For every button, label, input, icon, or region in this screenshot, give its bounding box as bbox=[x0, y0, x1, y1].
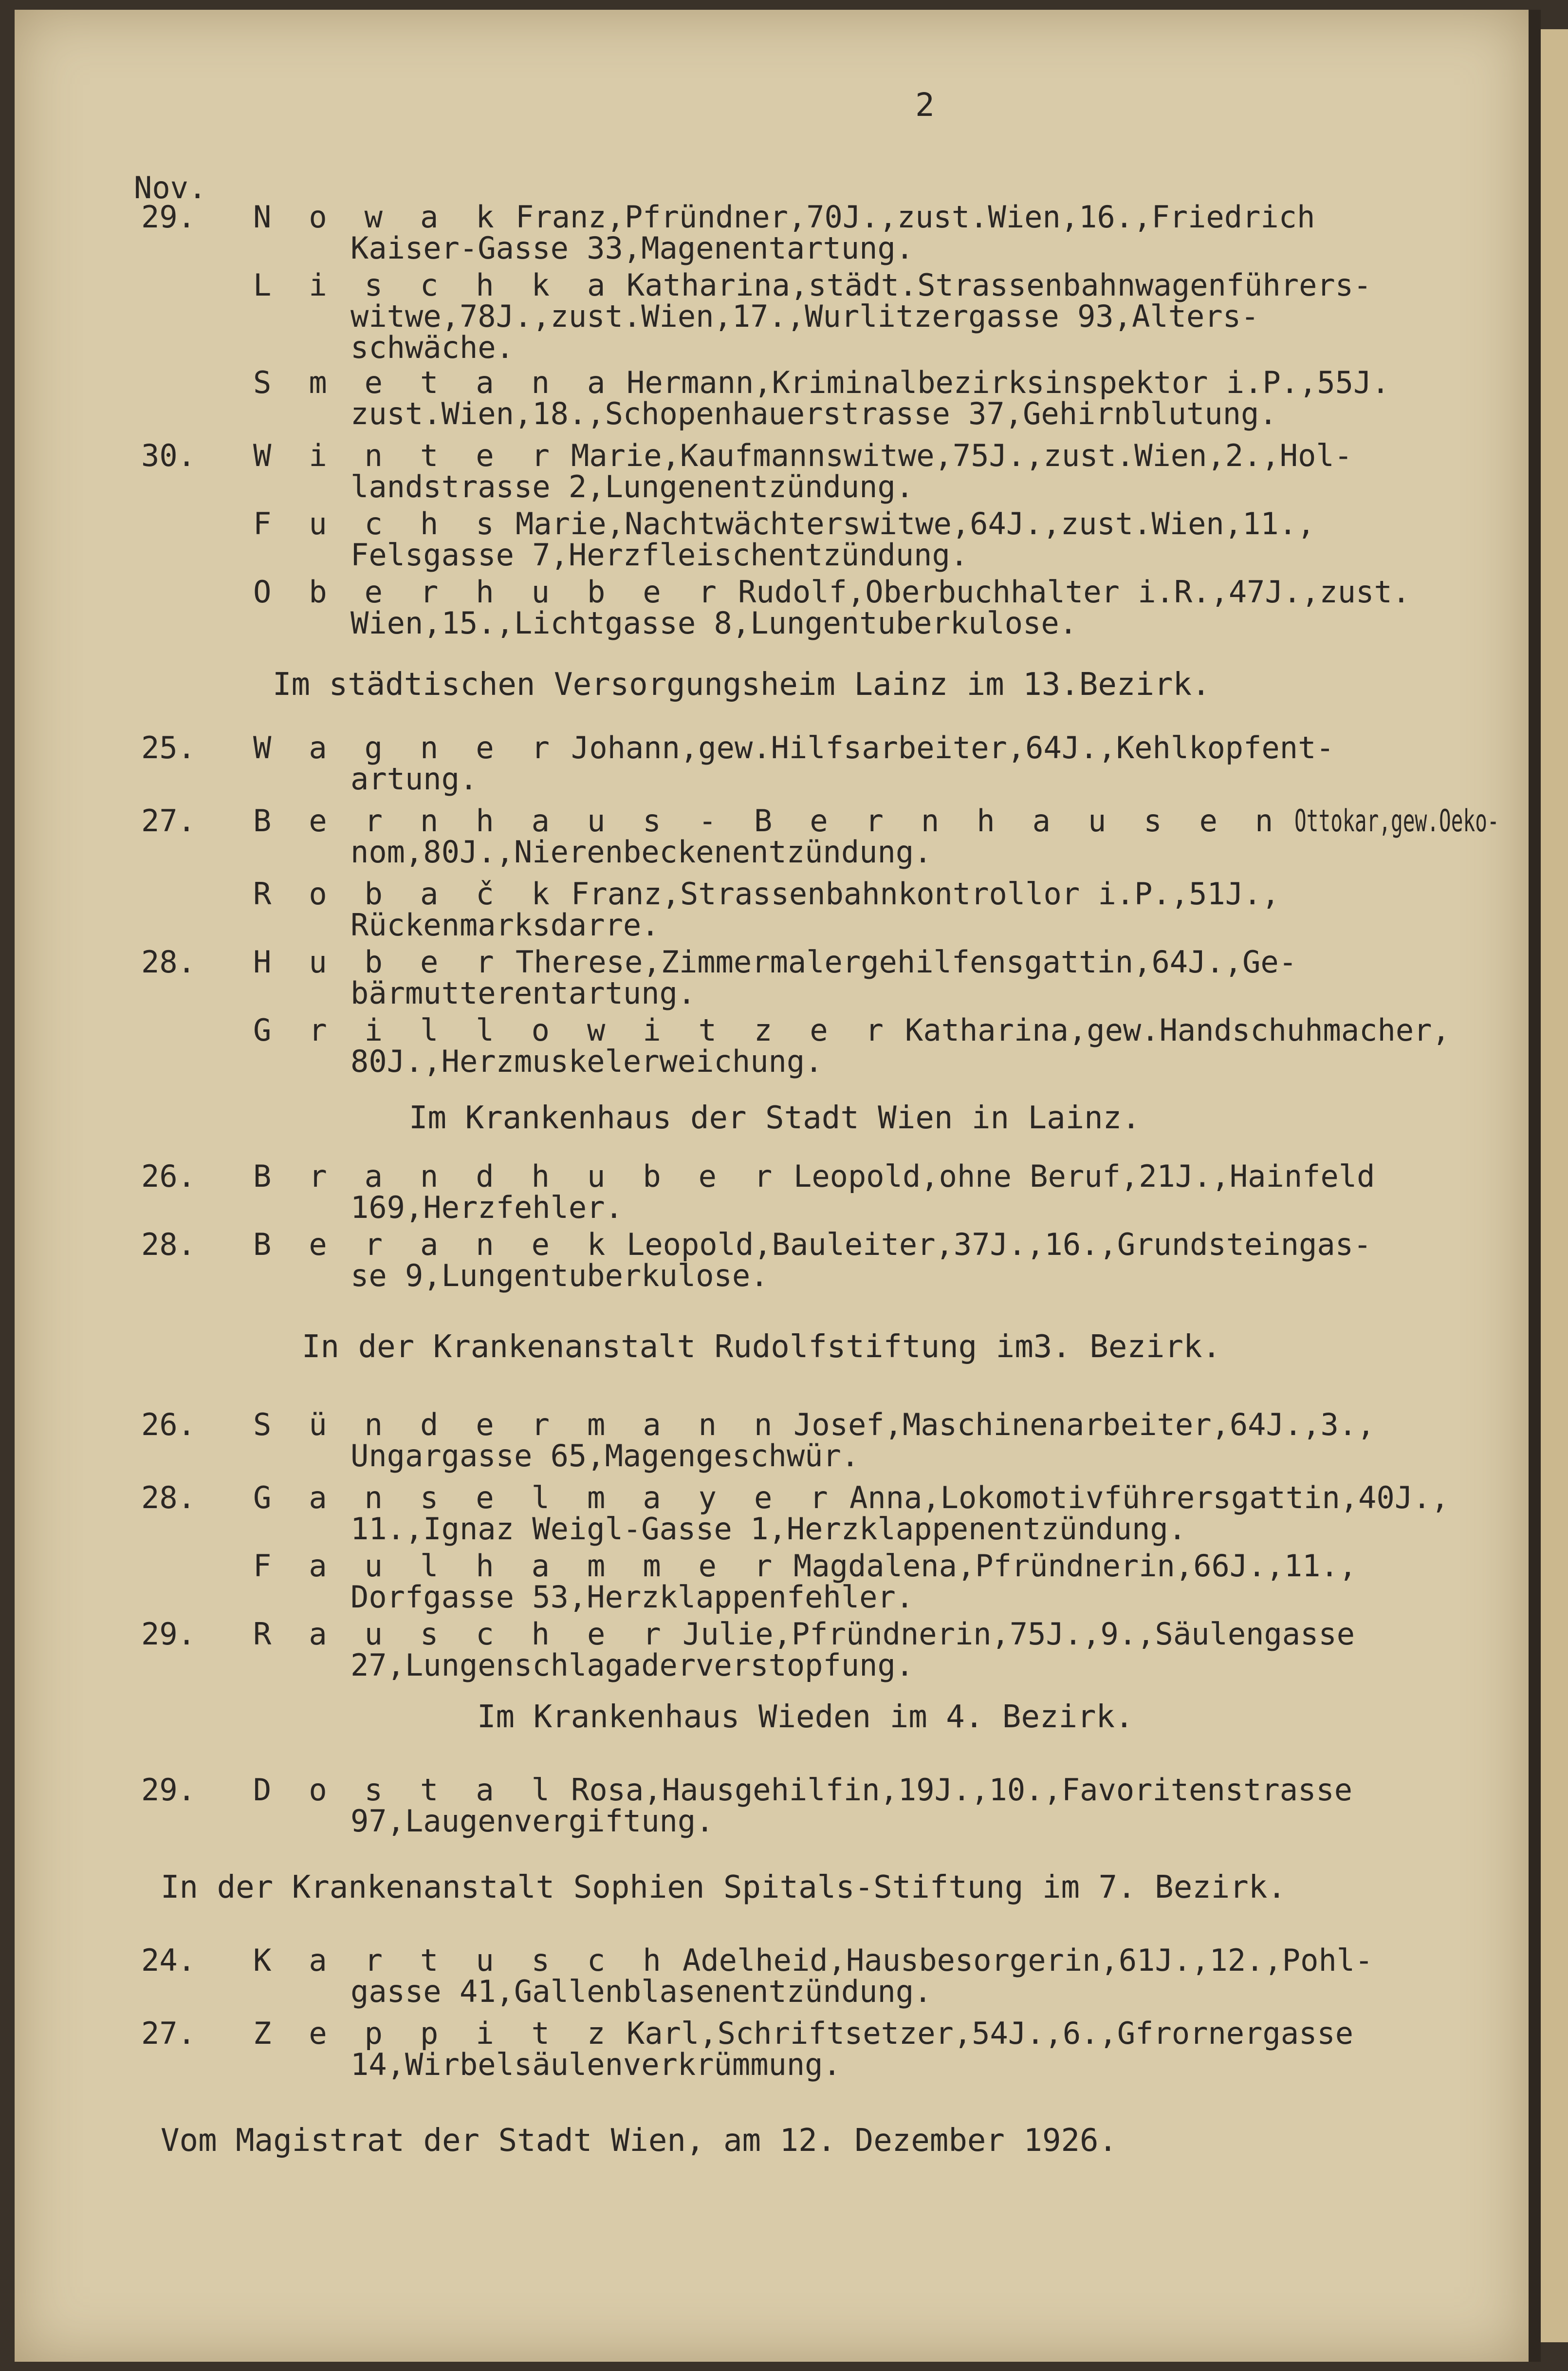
deceased-surname: G r i l l o w i t z e r bbox=[253, 1012, 893, 1048]
entry-details: Magdalena,Pfründnerin,66J.,11., bbox=[793, 1548, 1357, 1584]
entry-details-continued: nom,80J.,Nierenbeckenentzündung. bbox=[350, 834, 932, 870]
deceased-surname: R a u s c h e r bbox=[253, 1616, 671, 1652]
entry-details: Leopold,ohne Beruf,21J.,Hainfeld bbox=[793, 1158, 1375, 1194]
deceased-surname: W i n t e r bbox=[253, 438, 559, 473]
entry-details: Rudolf,Oberbuchhalter i.R.,47J.,zust. bbox=[738, 574, 1411, 610]
entry-date: 28. bbox=[141, 944, 196, 980]
entry-details: Franz,Pfründner,70J.,zust.Wien,16.,Friedrich bbox=[516, 199, 1315, 235]
entry-details-continued: Felsgasse 7,Herzfleischentzündung. bbox=[350, 537, 969, 573]
entry-details-continued: artung. bbox=[350, 761, 478, 797]
entry-details: Franz,Strassenbahnkontrollor i.P.,51J., bbox=[571, 876, 1280, 912]
deceased-surname: Z e p p i t z bbox=[253, 2016, 615, 2051]
entry-date: 27. bbox=[141, 2016, 196, 2051]
institution-heading: In der Krankenanstalt Sophien Spitals-Stiftung im 7. Bezirk. bbox=[161, 1869, 1286, 1905]
entry-details-continued: Dorfgasse 53,Herzklappenfehler. bbox=[350, 1579, 914, 1615]
adjacent-page-edge bbox=[1541, 29, 1568, 2342]
entry-details-continued: zust.Wien,18.,Schopenhauerstrasse 37,Gehirnblutung. bbox=[350, 396, 1277, 431]
entry-date: 29. bbox=[141, 199, 196, 235]
deceased-surname: B r a n d h u b e r bbox=[253, 1158, 782, 1194]
deceased-surname: S ü n d e r m a n n bbox=[253, 1407, 782, 1442]
entry-details-continued: Kaiser-Gasse 33,Magenentartung. bbox=[350, 230, 914, 266]
deceased-surname: R o b a č k bbox=[253, 876, 559, 912]
entry-details-continued: Rückenmarksdarre. bbox=[350, 907, 660, 943]
entry-details: Ottokar,gew.Oeko- bbox=[1294, 803, 1499, 839]
entry-details-continued: 14,Wirbelsäulenverkrümmung. bbox=[350, 2047, 841, 2082]
entry-details-continued: gasse 41,Gallenblasenentzündung. bbox=[350, 1974, 932, 2009]
entry-details: Hermann,Kriminalbezirksinspektor i.P.,55J. bbox=[627, 365, 1390, 400]
entry-details-continued: 80J.,Herzmuskelerweichung. bbox=[350, 1044, 823, 1079]
deceased-surname: O b e r h u b e r bbox=[253, 574, 726, 610]
entry-details: Johann,gew.Hilfsarbeiter,64J.,Kehlkopfent- bbox=[571, 730, 1334, 765]
deceased-surname: G a n s e l m a y e r bbox=[253, 1480, 838, 1515]
institution-heading: Im Krankenhaus der Stadt Wien in Lainz. bbox=[409, 1100, 1141, 1136]
entry-date: 24. bbox=[141, 1942, 196, 1978]
entry-date: 29. bbox=[141, 1616, 196, 1652]
entry-date: 27. bbox=[141, 803, 196, 839]
page-number: 2 bbox=[915, 86, 935, 124]
deceased-surname: S m e t a n a bbox=[253, 365, 615, 400]
entry-details: Josef,Maschinenarbeiter,64J.,3., bbox=[793, 1407, 1375, 1442]
entry-date: 26. bbox=[141, 1407, 196, 1442]
entry-details-continued: se 9,Lungentuberkulose. bbox=[350, 1258, 769, 1293]
entry-details: Leopold,Bauleiter,37J.,16.,Grundsteingas- bbox=[627, 1227, 1372, 1262]
entry-details: Julie,Pfründnerin,75J.,9.,Säulengasse bbox=[683, 1616, 1355, 1652]
entry-details-continued: Wien,15.,Lichtgasse 8,Lungentuberkulose. bbox=[350, 605, 1078, 641]
book-gutter bbox=[1529, 10, 1541, 2362]
deceased-surname: K a r t u s c h bbox=[253, 1942, 671, 1978]
entry-details: Adelheid,Hausbesorgerin,61J.,12.,Pohl- bbox=[683, 1942, 1373, 1978]
entry-date: 28. bbox=[141, 1480, 196, 1515]
entry-details-continued: 169,Herzfehler. bbox=[350, 1190, 623, 1225]
deceased-surname: W a g n e r bbox=[253, 730, 559, 765]
deceased-surname: F u c h s bbox=[253, 506, 504, 541]
deceased-surname: H u b e r bbox=[253, 944, 504, 980]
entry-details: Katharina,gew.Handschuhmacher, bbox=[905, 1012, 1450, 1048]
entry-details-continued: bärmutterentartung. bbox=[350, 975, 696, 1011]
entry-details-continued: 97,Laugenvergiftung. bbox=[350, 1803, 714, 1839]
entry-details: Marie,Nachtwächterswitwe,64J.,zust.Wien,11., bbox=[516, 506, 1315, 541]
deceased-surname: B e r n h a u s - B e r n h a u s e n bbox=[253, 803, 1283, 839]
month-label: Nov. bbox=[134, 170, 207, 205]
deceased-surname: L i s c h k a bbox=[253, 267, 615, 303]
entry-details: Karl,Schriftsetzer,54J.,6.,Gfrornergasse bbox=[627, 2016, 1354, 2051]
closing-signature-line: Vom Magistrat der Stadt Wien, am 12. Dezember 1926. bbox=[161, 2123, 1118, 2159]
entry-date: 30. bbox=[141, 438, 196, 473]
entry-date: 26. bbox=[141, 1158, 196, 1194]
deceased-surname: D o s t a l bbox=[253, 1772, 559, 1808]
entry-details-continued: 27,Lungenschlagaderverstopfung. bbox=[350, 1647, 914, 1683]
deceased-surname: B e r a n e k bbox=[253, 1227, 615, 1262]
entry-date: 28. bbox=[141, 1227, 196, 1262]
entry-details-continued: Ungargasse 65,Magengeschwür. bbox=[350, 1438, 860, 1474]
entry-details: Marie,Kaufmannswitwe,75J.,zust.Wien,2.,Hol- bbox=[571, 438, 1353, 473]
entry-details-continued: witwe,78J.,zust.Wien,17.,Wurlitzergasse 93,Alters- bbox=[350, 299, 1259, 334]
entry-details: Katharina,städt.Strassenbahnwagenführers- bbox=[627, 267, 1372, 303]
entry-date: 25. bbox=[141, 730, 196, 765]
deceased-surname: N o w a k bbox=[253, 199, 504, 235]
entry-details: Therese,Zimmermalergehilfensgattin,64J.,Ge- bbox=[516, 944, 1297, 980]
deceased-surname: F a u l h a m m e r bbox=[253, 1548, 782, 1584]
entry-details-continued: landstrasse 2,Lungenentzündung. bbox=[350, 469, 914, 504]
institution-heading: Im städtischen Versorgungsheim Lainz im 13.Bezirk. bbox=[273, 667, 1211, 703]
entry-date: 29. bbox=[141, 1772, 196, 1808]
institution-heading: In der Krankenanstalt Rudolfstiftung im3. Bezirk. bbox=[302, 1329, 1221, 1365]
entry-details-continued: schwäche. bbox=[350, 330, 514, 365]
institution-heading: Im Krankenhaus Wieden im 4. Bezirk. bbox=[477, 1699, 1134, 1735]
entry-details: Rosa,Hausgehilfin,19J.,10.,Favoritenstrasse bbox=[571, 1772, 1353, 1808]
entry-details: Anna,Lokomotivführersgattin,40J., bbox=[849, 1480, 1449, 1515]
entry-details-continued: 11.,Ignaz Weigl-Gasse 1,Herzklappenentzündung. bbox=[350, 1511, 1187, 1547]
